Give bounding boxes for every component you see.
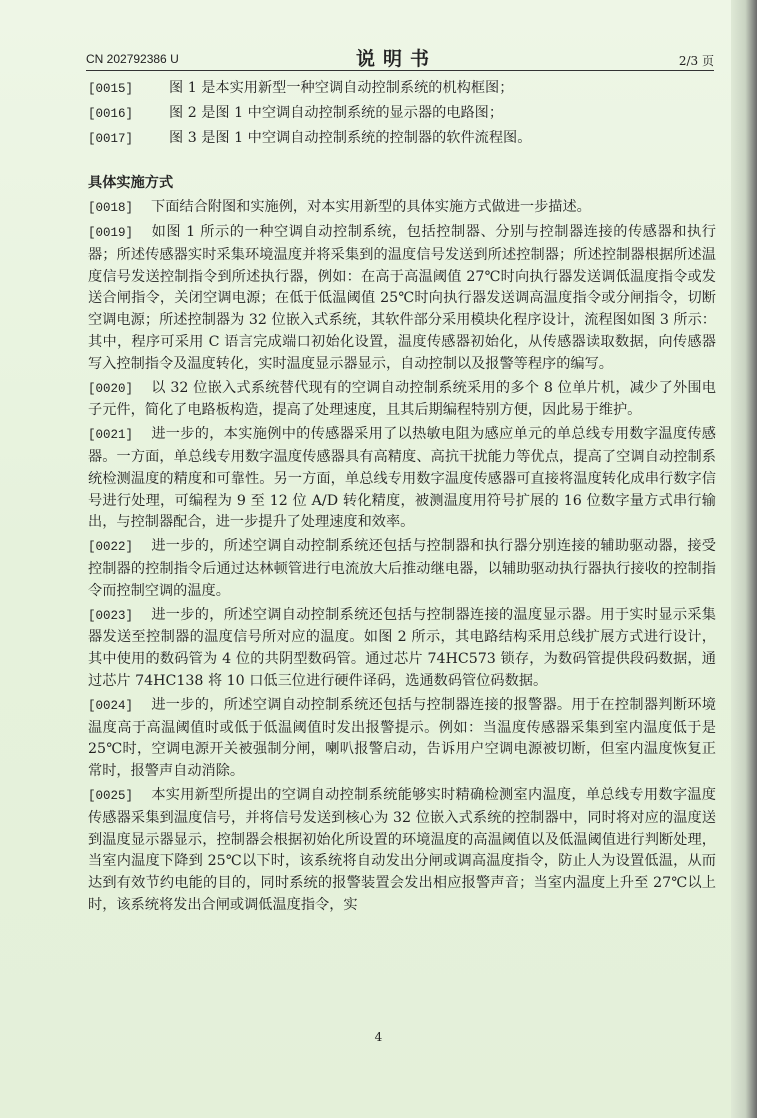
document-title: 说明书 [356,48,438,70]
paragraph [88,197,716,220]
paragraph-text: 图 1 是本实用新型一种空调自动控制系统的机构框图； [169,80,514,96]
paragraph-ref: [0015] [88,82,134,96]
paragraph [88,695,716,783]
paragraph-text: 进一步的，所述空调自动控制系统还包括与控制器连接的温度显示器。用于实时显示采集器发送至控制器的温度信号所对应的温度。如图 2 所示，其电路结构采用总线扩展方式进行设计，其中使用的数码管为 4 位的共阴型数码管。通过芯片 74HC573 锁存，为数码管提供段码数据，通过芯片 74HC138 将 10 口低三位进行硬件译码，选通数码管位码数据。 [88,606,716,689]
paragraph-ref: [0023] [88,608,134,623]
paragraph-text: 图 2 是图 1 中空调自动控制系统的显示器的电路图； [169,104,504,121]
paragraph-text: 以 32 位嵌入式系统替代现有的空调自动控制系统采用的多个 8 位单片机，减少了外围电子元件，简化了电路板构造，提高了处理速度，且其后期编程特别方便，因此易于维护。 [88,379,716,419]
paragraph-ref: [0024] [88,698,134,713]
page-number: 4 [374,1030,383,1044]
paragraph-text: 进一步的，所述空调自动控制系统还包括与控制器和执行器分别连接的辅助驱动器，接受控制器的控制指令后通过达林顿管进行电流放大后推动继电器，以辅助驱动执行器执行接收的控制指令而控制空调的温度。 [88,538,716,599]
paragraph-text: 下面结合附图和实施例，对本实用新型的具体实施方式做进一步描述。 [151,199,591,216]
page-info: 2/3 页 [678,54,714,68]
paragraph-text: 图 3 是图 1 中空调自动控制系统的控制器的软件流程图。 [169,129,532,146]
paragraph [88,785,716,917]
paragraph-ref: [0018] [88,201,134,216]
paragraph [88,536,716,602]
paragraph [88,378,716,423]
document-body [88,78,716,919]
figure-descriptions [88,78,716,150]
paragraph [88,128,716,151]
patent-number: CN 202792386 U [86,52,179,66]
paragraph-ref: [0022] [88,540,134,555]
section-heading: 具体实施方式 [88,175,174,192]
page-header [86,44,714,71]
paragraph-text: 进一步的，本实施例中的传感器采用了以热敏电阻为感应单元的单总线专用数字温度传感器。一方面，单总线专用数字温度传感器具有高精度、高抗干扰能力等优点，提高了空调自动控制系统检测温度的精度和可靠性。另一方面，单总线专用数字温度传感器可直接将温度转化成串行数字信号进行处理，可编程为 9 至 12 位 A/D 转化精度，被测温度用符号扩展的 16 位数字量方式串行输出，与控制器配合，进一步提升了处理速度和效率。 [88,426,716,531]
scan-spine-shadow [731,0,757,1118]
paragraph-ref: [0021] [88,428,134,443]
paragraph-ref: [0016] [88,106,134,121]
paragraph-ref: [0019] [88,225,134,240]
paragraph-ref: [0025] [88,788,134,803]
paragraph-text: 进一步的，所述空调自动控制系统还包括与控制器连接的报警器。用于在控制器判断环境温度高于高温阈值时或低于低温阈值时发出报警提示。例如：当温度传感器采集到室内温度低于是 25℃时，空调电源开关被强制分闸，喇叭报警启动，告诉用户空调电源被切断，但室内温度恢复正常时，报警声自动消除。 [88,696,716,780]
paragraph [88,103,716,126]
paragraph-text: 如图 1 所示的一种空调自动控制系统，包括控制器、分别与控制器连接的传感器和执行器；所述传感器实时采集环境温度并将采集到的温度信号发送到所述控制器；所述控制器根据所述温度信号发送控制指令到所述执行器，例如：在高于高温阈值 27℃时向执行器发送调低温度指令或发送合闸指令，关闭空调电源；在低于低温阈值 25℃时向执行器发送调高温度指令或分闸指令，切断空调电源；所述控制器为 32 位嵌入式系统，其软件部分采用模块化程序设计，流程图如图 3 所示：其中，程序可采用 C 语言完成端口初始化设置，温度传感器初始化，从传感器读取数据，向传感器写入控制指令及温度转化，实时温度显示器显示，自动控制以及报警等程序的编写。 [88,223,716,372]
paragraph-ref: [0020] [88,381,134,396]
paragraph-ref: [0017] [88,131,134,146]
paragraph [88,605,716,693]
paragraph-text: 本实用新型所提出的空调自动控制系统能够实时精确检测室内温度，单总线专用数字温度传感器采集到温度信号，并将信号发送到核心为 32 位嵌入式系统的控制器中，同时将对应的温度送到温度显示器显示，控制器会根据初始化所设置的环境温度的高温阈值以及低温阈值进行判断处理，当室内温度下降到 25℃以下时，该系统将自动发出分闸或调高温度指令，防止人为设置低温，从而达到有效节约电能的目的，同时系统的报警装置会发出相应报警声音；当室内温度上升至 27℃以上时，该系统将发出合闸或调低温度指令，实 [88,786,716,913]
paragraph [88,78,716,101]
paragraph [88,424,716,534]
paragraph [88,222,716,376]
